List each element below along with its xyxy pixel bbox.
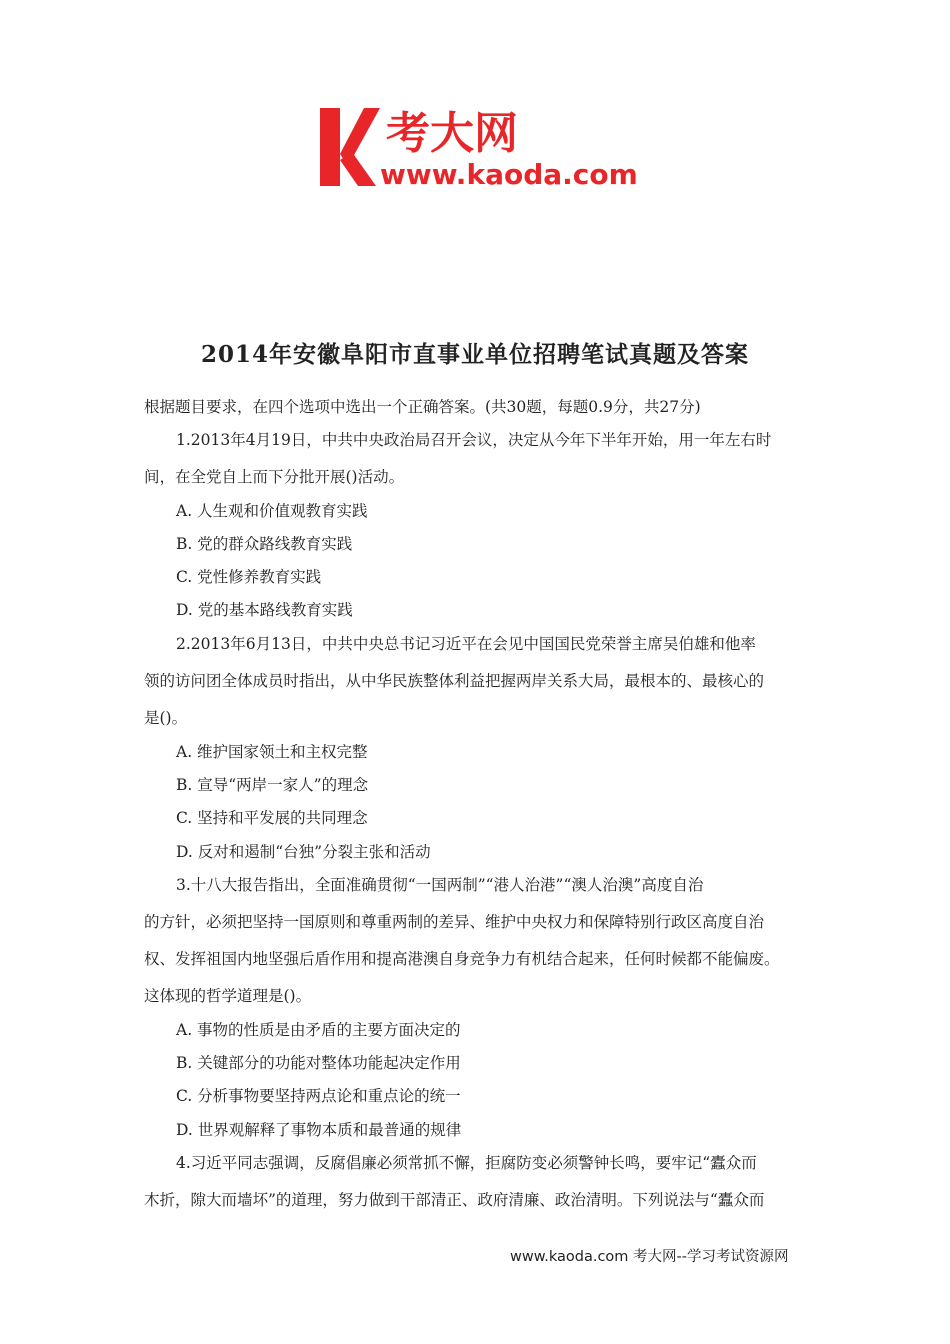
- logo-url: www.kaoda.com: [380, 158, 638, 190]
- question-3-line-2: 的方针，必须把坚持一国原则和尊重两制的差异、维护中央权力和保障特别行政区高度自治: [144, 913, 765, 931]
- q2-option-b: B. 宣导“两岸一家人”的理念: [176, 776, 369, 794]
- question-4-line-1: 4.习近平同志强调，反腐倡廉必须常抓不懈，拒腐防变必须警钟长鸣，要牢记“蠹众而: [176, 1154, 757, 1172]
- q2-option-d: D. 反对和遏制“台独”分裂主张和活动: [176, 843, 431, 861]
- q1-option-d: D. 党的基本路线教育实践: [176, 601, 353, 619]
- question-1-line-1: 1.2013年4月19日，中共中央政治局召开会议，决定从今年下半年开始，用一年左右时: [176, 431, 772, 449]
- question-4-line-2: 木折，隙大而墙坏”的道理，努力做到干部清正、政府清廉、政治清明。下列说法与“蠹众而: [144, 1191, 765, 1209]
- logo-brand-cn: 考大网: [386, 108, 518, 159]
- q1-option-a: A. 人生观和价值观教育实践: [176, 502, 368, 520]
- q3-option-a: A. 事物的性质是由矛盾的主要方面决定的: [176, 1021, 461, 1039]
- question-2-line-2: 领的访问团全体成员时指出，从中华民族整体利益把握两岸关系大局，最根本的、最核心的: [144, 672, 765, 690]
- q1-option-c: C. 党性修养教育实践: [176, 568, 322, 586]
- question-3-line-4: 这体现的哲学道理是()。: [144, 987, 312, 1005]
- kaoda-logo: [316, 100, 646, 190]
- question-3-line-1: 3.十八大报告指出，全面准确贯彻“一国两制”“港人治港”“澳人治澳”高度自治: [176, 876, 704, 894]
- q3-option-c: C. 分析事物要坚持两点论和重点论的统一: [176, 1087, 461, 1105]
- q2-option-a: A. 维护国家领土和主权完整: [176, 743, 368, 761]
- document-title: 2014年安徽阜阳市直事业单位招聘笔试真题及答案: [200, 341, 749, 368]
- k-letter-icon: [320, 108, 380, 186]
- question-2-line-1: 2.2013年6月13日，中共中央总书记习近平在会见中国国民党荣誉主席吴伯雄和他率: [176, 635, 756, 653]
- footer-text: www.kaoda.com 考大网--学习考试资源网: [510, 1249, 789, 1265]
- question-3-line-3: 权、发挥祖国内地坚强后盾作用和提高港澳自身竞争力有机结合起来，任何时候都不能偏废。: [144, 950, 780, 968]
- q3-option-b: B. 关键部分的功能对整体功能起决定作用: [176, 1054, 461, 1072]
- q1-option-b: B. 党的群众路线教育实践: [176, 535, 353, 553]
- question-1-line-2: 间，在全党自上而下分批开展()活动。: [144, 468, 405, 486]
- q2-option-c: C. 坚持和平发展的共同理念: [176, 809, 368, 827]
- q3-option-d: D. 世界观解释了事物本质和最普通的规律: [176, 1121, 462, 1139]
- question-2-line-3: 是()。: [144, 709, 188, 727]
- instruction-text: 根据题目要求，在四个选项中选出一个正确答案。(共30题，每题0.9分，共27分): [144, 398, 701, 416]
